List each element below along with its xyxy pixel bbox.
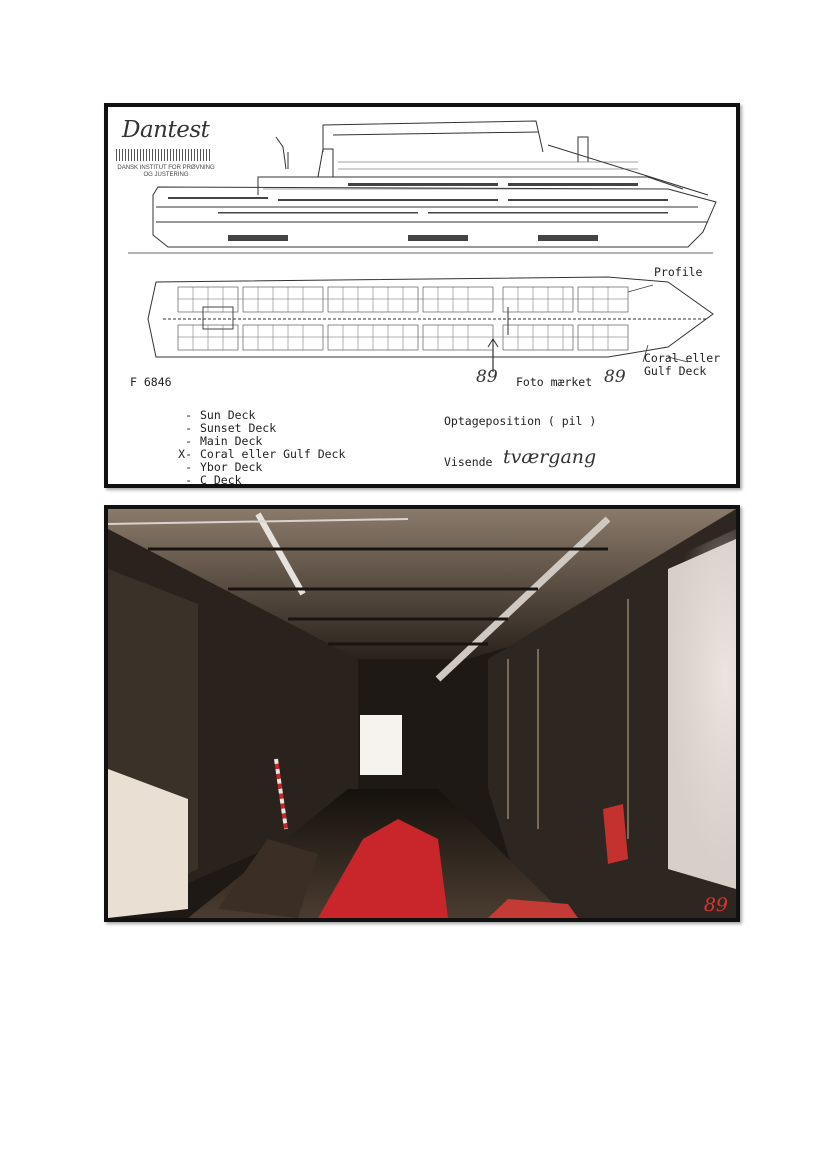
brand-barcode-graphic <box>116 149 212 161</box>
deck-list-name: Sun Deck <box>200 408 256 422</box>
deck-list <box>152 409 345 487</box>
photo-marked-label: Foto mærket <box>516 375 593 389</box>
deck-list-mark: X- <box>178 447 192 461</box>
deck-list-mark: - <box>185 460 192 474</box>
corridor-photo-panel <box>104 505 740 922</box>
photo-number-handwritten: 89 <box>703 894 728 916</box>
handwritten-photo-number: 89 <box>476 367 498 387</box>
brand-subtitle <box>116 165 216 179</box>
deck-list-mark: - <box>185 473 192 487</box>
corridor-end-light <box>360 715 402 775</box>
deck-list-name: Sunset Deck <box>200 421 277 435</box>
photo-marked-value: 89 <box>604 367 626 387</box>
position-label: Optageposition ( pil ) <box>444 414 597 428</box>
brand-subtitle-line-2: OG JUSTERING <box>143 172 189 178</box>
profile-label: Profile <box>654 265 703 279</box>
brand-subtitle-line-1: DANSK INSTITUT FOR PRØVNING <box>117 165 215 171</box>
deck-label-line-1: Coral eller <box>644 351 721 365</box>
view-label: Visende <box>444 455 493 469</box>
deck-list-mark: - <box>185 434 192 448</box>
deck-list-mark: - <box>185 421 192 435</box>
deck-list-name: Ybor Deck <box>200 460 263 474</box>
deck-list-name: Coral eller Gulf Deck <box>200 447 346 461</box>
deck-label-line-2: Gulf Deck <box>644 364 707 378</box>
deck-list-name: C Deck <box>200 473 242 487</box>
deck-list-item <box>152 474 345 487</box>
figure-code: F 6846 <box>130 375 172 389</box>
view-value-handwritten: tværgang <box>503 446 597 468</box>
deck-list-item <box>152 461 345 474</box>
brand-logo-text: Dantest <box>122 117 210 143</box>
deck-list-name: Main Deck <box>200 434 263 448</box>
deck-plan-panel <box>104 103 740 488</box>
deck-list-mark: - <box>185 408 192 422</box>
burnt-corridor-photo <box>108 509 736 918</box>
